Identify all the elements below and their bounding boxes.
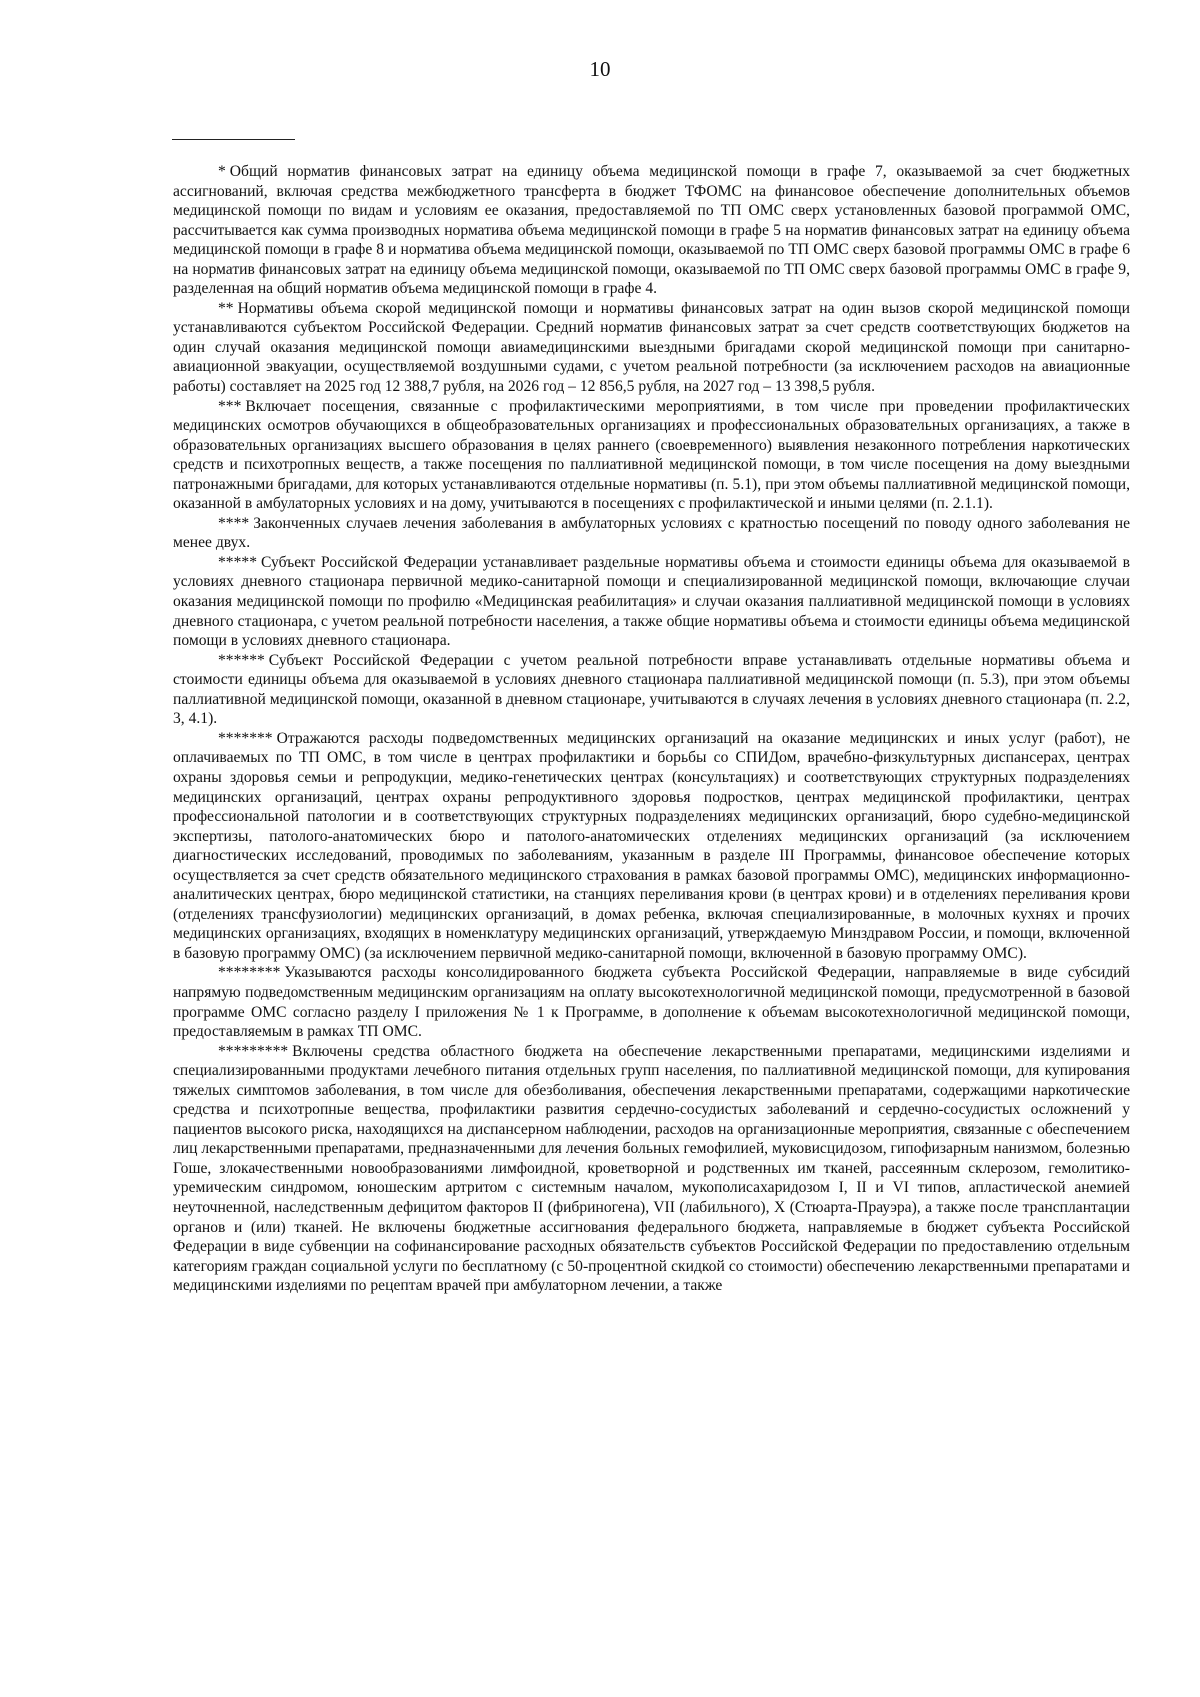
footnote-9: [173, 1042, 1130, 1296]
footnote-1: [173, 162, 1130, 299]
page-number: 10: [589, 57, 611, 81]
footnote-mark: ********: [218, 964, 281, 982]
footnote-mark: ***: [218, 397, 242, 415]
footnote-mark: **: [218, 299, 234, 317]
footnote-5: [173, 553, 1130, 651]
footnote-text: Субъект Российской Федерации с учетом реальной потребности вправе устанавливать отдельные нормативы объема и стоимости единицы объема для оказываемой в условиях дневного стационара паллиативной медицинской помощи (п. 5.3), при этом объемы паллиативной медицинской помощи, оказанной в дневном стационаре, учитываются в случаях лечения в условиях дневного стационара (п. 2.2, 3, 4.1).: [173, 651, 1130, 728]
footnote-text: Включены средства областного бюджета на обеспечение лекарственными препаратами, медицинскими изделиями и специализированными продуктами лечебного питания отдельных групп населения, по паллиативной медицинской помощи, для купирования тяжелых симптомов заболевания, в том числе для обезболивания, обеспечения лекарственными препаратами, содержащими наркотические средства и психотропные вещества, профилактики развития сердечно-сосудистых заболеваний и сердечно-сосудистых осложнений у пациентов высокого риска, находящихся на диспансерном наблюдении, расходов на организационные мероприятия, связанные с обеспечением лиц лекарственными препаратами, предназначенными для лечения больных гемофилией, муковисцидозом, гипофизарным нанизмом, болезнью Гоше, злокачественными новообразованиями лимфоидной, кроветворной и родственных им тканей, рассеянным склерозом, гемолитико-уремическим синдромом, юношеским артритом с системным началом, мукополисахаридозом I, II и VI типов, апластической анемией неуточненной, наследственным дефицитом факторов II (фибриногена), VII (лабильного), X (Стюарта-Прауэра), а также после трансплантации органов и (или) тканей. Не включены бюджетные ассигнования федерального бюджета, направляемые в бюджет субъекта Российской Федерации в виде субвенции на софинансирование расходных обязательств субъектов Российской Федерации по предоставлению отдельным категориям граждан социальной услуги по бесплатному (с 50-процентной скидкой со стоимости) обеспечению лекарственными препаратами и медицинскими изделиями по рецептам врачей при амбулаторном лечении, а также: [173, 1042, 1130, 1295]
footnote-separator: [172, 139, 295, 140]
footnote-text: Нормативы объема скорой медицинской помощи и нормативы финансовых затрат на один вызов скорой медицинской помощи устанавливаются субъектом Российской Федерации. Средний норматив финансовых затрат за счет средств соответствующих бюджетов на один случай оказания медицинской помощи авиамедицинскими выездными бригадами скорой медицинской помощи при санитарно-авиационной эвакуации, осуществляемой воздушными судами, с учетом реальной потребности (за исключением расходов на авиационные работы) составляет на 2025 год 12 388,7 рубля, на 2026 год – 12 856,5 рубля, на 2027 год – 13 398,5 рубля.: [173, 299, 1130, 396]
footnote-7: [173, 729, 1130, 964]
footnote-3: [173, 397, 1130, 514]
footnote-text: Законченных случаев лечения заболевания в амбулаторных условиях с кратностью посещений по поводу одного заболевания не менее двух.: [173, 514, 1130, 552]
footnote-4: [173, 514, 1130, 553]
footnote-text: Отражаются расходы подведомственных медицинских организаций на оказание медицинских и иных услуг (работ), не оплачиваемых по ТП ОМС, в том числе в центрах профилактики и борьбы со СПИДом, врачебно-физкультурных диспансерах, центрах охраны здоровья семьи и репродукции, медико-генетических центрах (консультациях) и соответствующих структурных подразделениях медицинских организаций, центрах охраны репродуктивного здоровья подростков, центрах медицинской профилактики, центрах профессиональной патологии и в соответствующих структурных подразделениях медицинских организаций, бюро судебно-медицинской экспертизы, патолого-анатомических бюро и патолого-анатомических отделениях медицинских организаций (за исключением диагностических исследований, проводимых по заболеваниям, указанным в разделе III Программы, финансовое обеспечение которых осуществляется за счет средств обязательного медицинского страхования в рамках базовой программы ОМС), медицинских информационно-аналитических центрах, бюро медицинской статистики, на станциях переливания крови (в центрах крови) и в отделениях переливания крови (отделениях трансфузиологии) медицинских организаций, в домах ребенка, включая специализированные, в молочных кухнях и прочих медицинских организациях, входящих в номенклатуру медицинских организаций, утверждаемую Минздравом России, и помощи, включенной в базовую программу ОМС) (за исключением первичной медико-санитарной помощи, включенной в базовую программу ОМС).: [173, 729, 1130, 962]
footnote-text: Указываются расходы консолидированного бюджета субъекта Российской Федерации, направляемые в виде субсидий напрямую подведомственным медицинским организациям на оплату высокотехнологичной медицинской помощи, предусмотренной в базовой программе ОМС согласно разделу I приложения № 1 к Программе, в дополнение к объемам высокотехнологичной медицинской помощи, предоставляемым в рамках ТП ОМС.: [173, 964, 1130, 1041]
footnotes-block: [173, 162, 1130, 1296]
footnote-2: [173, 299, 1130, 397]
footnote-text: Субъект Российской Федерации устанавливает раздельные нормативы объема и стоимости единицы объема для оказываемой в условиях дневного стационара первичной медико-санитарной помощи и специализированной медицинской помощи, включающие случаи оказания медицинской помощи по профилю «Медицинская реабилитация» и случаи оказания паллиативной медицинской помощи в условиях дневного стационара, с учетом реальной потребности населения, а также общие нормативы объема и стоимости единицы объема медицинской помощи в условиях дневного стационара.: [173, 553, 1130, 650]
footnote-8: [173, 963, 1130, 1041]
footnote-mark: ******: [218, 651, 265, 669]
footnote-mark: *****: [218, 553, 257, 571]
footnote-text: Общий норматив финансовых затрат на единицу объема медицинской помощи в графе 7, оказываемой за счет бюджетных ассигнований, включая средства межбюджетного трансферта в бюджет ТФОМС на финансовое обеспечение дополнительных объемов медицинской помощи по видам и условиям ее оказания, предоставляемой по ТП ОМС сверх установленных базовой программой ОМС, рассчитывается как сумма производных норматива объема медицинской помощи в графе 5 на норматив финансовых затрат на единицу объема медицинской помощи в графе 8 и норматива объема медицинской помощи, оказываемой по ТП ОМС сверх базовой программы ОМС в графе 6 на норматив финансовых затрат на единицу объема медицинской помощи, оказываемой по ТП ОМС сверх базовой программы ОМС в графе 9, разделенная на общий норматив объема медицинской помощи в графе 4.: [173, 163, 1130, 298]
footnote-6: [173, 651, 1130, 729]
footnote-mark: *: [218, 163, 226, 180]
footnote-text: Включает посещения, связанные с профилактическими мероприятиями, в том числе при проведении профилактических медицинских осмотров обучающихся в общеобразовательных организациях и профессиональных образовательных организациях, а также в образовательных организациях высшего образования в целях раннего (своевременного) выявления незаконного потребления наркотических средств и психотропных веществ, а также посещения по паллиативной медицинской помощи, в том числе посещения на дому выездными патронажными бригадами, для которых устанавливаются отдельные нормативы (п. 5.1), при этом объемы паллиативной медицинской помощи, оказанной в амбулаторных условиях и на дому, учитываются в посещениях с профилактической и иными целями (п. 2.1.1).: [173, 397, 1130, 513]
footnote-mark: ****: [218, 514, 250, 532]
footnote-mark: *******: [218, 729, 273, 747]
footnote-mark: *********: [218, 1042, 289, 1060]
